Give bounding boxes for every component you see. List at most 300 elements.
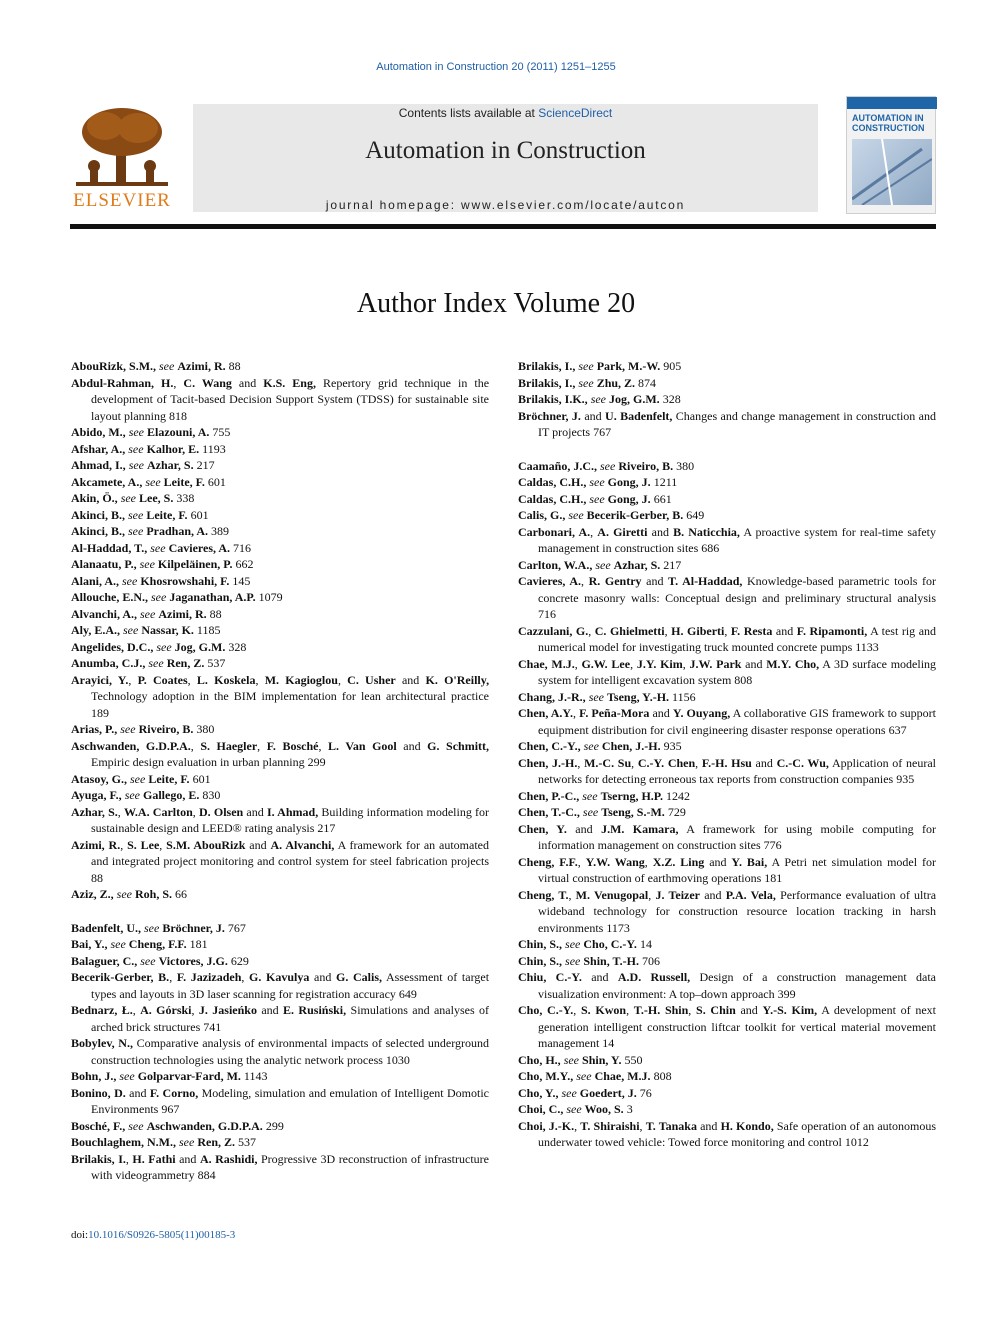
doi-link[interactable]: 10.1016/S0926-5805(11)00185-3	[88, 1229, 236, 1241]
author-name: F. Peña-Mora	[579, 706, 650, 720]
index-entry	[71, 1151, 489, 1184]
see-label: see	[139, 557, 155, 571]
journal-cover	[846, 96, 936, 214]
author-name: F.-H. Hsu	[701, 755, 752, 770]
page-number: 1185	[196, 623, 221, 637]
see-label: see	[128, 524, 144, 538]
index-entry	[518, 738, 936, 755]
author-name: Azimi, R.	[71, 837, 121, 852]
page-number: 661	[653, 491, 672, 506]
author-name: Alvanchi, A.,	[71, 606, 138, 621]
author-name: Y. Ouyang,	[672, 706, 731, 720]
author-separator: ,	[255, 672, 265, 687]
author-name: C.-Y. Chen	[637, 755, 696, 770]
author-name: T. Al-Haddad,	[668, 574, 743, 588]
page-number: 380	[196, 722, 215, 736]
author-separator: and	[700, 887, 726, 902]
see-reference: Golparvar-Fard, M.	[137, 1069, 241, 1083]
see-reference: Becerik-Gerber, B.	[586, 508, 684, 522]
index-entry	[518, 573, 936, 623]
author-name: A. Alvanchi,	[270, 837, 335, 852]
author-name: Brilakis, I.K.,	[518, 392, 588, 406]
see-reference: Ren, Z.	[197, 1135, 235, 1149]
see-label: see	[145, 474, 161, 489]
author-separator: ,	[169, 970, 177, 984]
see-label: see	[128, 1118, 144, 1133]
page-number: 874	[638, 375, 657, 390]
right-column	[518, 358, 936, 1151]
doi-prefix: doi:	[71, 1229, 89, 1241]
article-title: Changes and change management in construction and IT projects 767	[538, 408, 937, 439]
author-name: T. Shiraishi	[580, 1118, 640, 1133]
author-name: H. Kondo,	[720, 1118, 774, 1133]
author-name: Chin, S.,	[518, 937, 563, 951]
author-separator: and	[772, 623, 797, 638]
see-label: see	[123, 623, 139, 637]
index-entry	[518, 557, 936, 574]
author-separator: and	[175, 1151, 200, 1166]
author-separator: ,	[190, 738, 201, 753]
author-separator: ,	[695, 755, 702, 770]
index-entry	[71, 424, 489, 441]
author-name: Calis, G.,	[518, 508, 566, 522]
author-separator: and	[704, 854, 732, 869]
index-entry	[71, 375, 489, 425]
author-separator: and	[641, 574, 669, 588]
cover-image	[852, 139, 932, 205]
author-name: Bouchlaghem, N.M.,	[71, 1135, 176, 1149]
article-title: Empiric design evaluation in urban planning 299	[91, 755, 326, 769]
index-entry	[518, 953, 936, 970]
index-entry	[518, 458, 936, 475]
author-name: Becerik-Gerber, B.	[71, 970, 170, 984]
see-label: see	[568, 508, 584, 522]
article-title: Technology adoption in the BIM implementation for lean architectural practice 189	[91, 689, 489, 720]
journal-banner	[193, 104, 818, 212]
see-reference: Jog, G.M.	[609, 392, 660, 406]
index-entry	[71, 655, 489, 672]
author-name: Cho, M.Y.,	[518, 1069, 574, 1083]
author-separator: ,	[173, 375, 184, 390]
article-title: Building information modeling for sustainable design and LEED® rating analysis 217	[91, 804, 490, 835]
author-separator: ,	[573, 1003, 581, 1017]
page-number: 935	[663, 739, 682, 753]
index-entry	[518, 474, 936, 491]
author-name: Bröchner, J.	[518, 408, 581, 423]
index-entry	[71, 1134, 489, 1151]
author-name: Alanaatu, P.,	[71, 557, 137, 571]
author-name: Aly, E.A.,	[71, 623, 121, 637]
see-label: see	[144, 920, 160, 935]
page-number: 328	[662, 392, 681, 406]
author-separator: and	[580, 408, 606, 423]
author-separator: and	[125, 1085, 150, 1100]
author-separator: and	[256, 1003, 284, 1017]
author-name: G. Schmitt,	[427, 738, 490, 753]
author-separator: ,	[568, 887, 576, 902]
index-entry	[518, 491, 936, 508]
index-entry	[71, 441, 489, 458]
author-separator: and	[395, 672, 426, 687]
author-name: J. Jasieńko	[198, 1003, 257, 1017]
journal-title: Automation in Construction	[365, 137, 646, 164]
author-separator: and	[231, 375, 264, 390]
author-name: Choi, J.-K.	[518, 1118, 575, 1133]
page-number: 88	[228, 359, 241, 373]
cover-title-line2: CONSTRUCTION	[852, 123, 925, 133]
author-name: U. Badenfelt,	[605, 408, 673, 423]
author-name: Cavieres, A.	[518, 574, 582, 588]
author-separator: ,	[573, 706, 580, 720]
index-entry	[71, 358, 489, 375]
see-reference: Azimi, R.	[158, 606, 207, 621]
journal-homepage[interactable]: journal homepage: www.elsevier.com/locate/autcon	[325, 198, 686, 212]
index-entry	[518, 507, 936, 524]
see-label: see	[140, 953, 156, 968]
see-reference: Chen, J.-H.	[601, 739, 661, 753]
index-entry	[518, 1118, 936, 1151]
index-entry	[71, 771, 489, 788]
index-entry	[518, 788, 936, 805]
journal-citation[interactable]: Automation in Construction 20 (2011) 1251–1255	[376, 61, 616, 73]
author-name: Bobylev, N.,	[71, 1036, 133, 1050]
see-label: see	[589, 475, 605, 489]
author-name: Caldas, C.H.,	[518, 475, 587, 489]
index-entry	[71, 622, 489, 639]
page-number: 537	[238, 1135, 256, 1149]
author-separator: and	[309, 970, 336, 984]
index-entry	[71, 1118, 489, 1135]
article-title: A development of next generation intelligent construction liftcar toolkit for vertical material movement management 14	[538, 1003, 936, 1050]
article-title: A test rig and numerical model for investigating truck mounted concrete pumps 1133	[538, 623, 937, 654]
see-label: see	[590, 392, 607, 406]
article-title: Assessment of target types and layouts in 3D laser scanning for registration accuracy 649	[91, 970, 490, 1001]
left-column	[71, 358, 489, 1184]
author-name: R. Gentry	[588, 574, 642, 588]
author-name: F. Ripamonti,	[796, 623, 868, 638]
author-name: Brilakis, I.	[71, 1151, 126, 1166]
see-label: see	[563, 1052, 580, 1067]
author-separator: and	[696, 1118, 721, 1133]
index-entry	[518, 408, 936, 441]
author-name: P.A. Vela,	[725, 887, 776, 902]
page-number: 601	[207, 474, 226, 489]
author-name: S. Lee	[127, 837, 160, 852]
author-name: B. Naticchia,	[673, 524, 740, 539]
author-name: Cho, C.-Y.	[518, 1003, 574, 1017]
author-name: Akcamete, A.,	[71, 474, 143, 489]
see-reference: Azimi, R.	[177, 359, 226, 373]
author-name: Chen, A.Y.	[518, 706, 573, 720]
author-name: Arias, P.,	[71, 722, 118, 736]
index-entry	[518, 358, 936, 375]
author-name: Chiu, C.-Y.	[518, 970, 582, 984]
author-name: H. Fathi	[132, 1151, 176, 1166]
article-title: Modeling, simulation and emulation of Intelligent Domotic Environments 967	[91, 1085, 490, 1116]
author-name: T.-H. Shin	[633, 1003, 689, 1017]
see-reference: Goedert, J.	[579, 1085, 637, 1100]
author-name: Ahmad, I.,	[71, 458, 126, 472]
see-label: see	[588, 689, 605, 704]
article-title: A framework for using mobile computing for information management on construction sites 776	[538, 821, 937, 852]
index-entry	[71, 540, 489, 557]
see-label: see	[128, 441, 144, 456]
see-reference: Gallego, E.	[143, 788, 200, 802]
see-label: see	[130, 771, 146, 786]
index-entry	[518, 755, 936, 788]
see-label: see	[128, 507, 144, 522]
see-label: see	[159, 359, 175, 373]
see-reference: Shin, Y.	[582, 1052, 622, 1067]
author-name: J. Teizer	[655, 887, 701, 902]
index-entry	[518, 524, 936, 557]
author-name: Caamaño, J.C.,	[518, 458, 598, 473]
author-name: C. Usher	[347, 672, 396, 687]
author-separator: ,	[581, 574, 589, 588]
author-name: Y.-S. Kim,	[762, 1003, 818, 1017]
author-separator: and	[581, 970, 618, 984]
page-number: 1143	[243, 1069, 268, 1083]
index-entry	[71, 606, 489, 623]
index-entry	[518, 969, 936, 1002]
article-title: Design of a construction management data visualization environment: A top–down approach 399	[538, 970, 937, 1001]
author-name: Alani, A.,	[71, 573, 120, 588]
author-separator: ,	[257, 738, 267, 753]
see-reference: Khosrowshahi, F.	[140, 573, 230, 588]
index-entry	[71, 490, 489, 507]
see-label: see	[124, 788, 141, 802]
see-label: see	[128, 458, 145, 472]
index-entry	[71, 936, 489, 953]
article-title: Progressive 3D reconstruction of infrastructure with videogrammetry 884	[91, 1151, 489, 1182]
author-separator: ,	[631, 755, 638, 770]
author-name: Bonino, D.	[71, 1085, 126, 1100]
index-entry	[518, 854, 936, 887]
author-separator: ,	[577, 854, 586, 869]
see-label: see	[583, 739, 599, 753]
author-name: M.Y. Cho,	[766, 656, 820, 671]
index-entry	[71, 556, 489, 573]
see-reference: Leite, F.	[148, 771, 190, 786]
author-separator: and	[735, 1003, 763, 1017]
article-title: Application of neural networks for detecting erroneous tax reports from construction companies 935	[538, 755, 936, 786]
page-number: 217	[663, 557, 682, 572]
index-entry	[71, 573, 489, 590]
author-separator: ,	[241, 970, 250, 984]
index-entry	[71, 1068, 489, 1085]
author-name: Chen, C.-Y.,	[518, 739, 581, 753]
page-number: 217	[196, 458, 215, 472]
author-name: Atasoy, G.,	[71, 771, 128, 786]
page-number: 389	[211, 524, 230, 538]
see-reference: Shin, T.-H.	[583, 953, 639, 968]
page-number: 537	[207, 656, 226, 670]
index-entry	[518, 1085, 936, 1102]
author-separator: and	[741, 656, 767, 671]
author-name: Chen, P.-C.,	[518, 788, 580, 803]
author-separator: and	[396, 738, 428, 753]
see-reference: Roh, S.	[134, 887, 172, 901]
author-name: M. Venugopal	[575, 887, 649, 902]
page-number: 88	[209, 606, 222, 621]
see-label: see	[148, 656, 164, 670]
index-entry	[71, 969, 489, 1002]
author-name: S.M. AbouRizk	[166, 837, 246, 852]
author-separator: and	[751, 755, 777, 770]
author-name: Balaguer, C.,	[71, 953, 138, 968]
author-name: Akin, Ö.,	[71, 491, 118, 505]
author-separator: ,	[626, 1003, 634, 1017]
see-label: see	[120, 491, 137, 505]
page-number: 338	[176, 491, 195, 505]
contents-prefix: Contents lists available at	[398, 106, 535, 120]
page-title: Author Index Volume 20	[356, 288, 636, 319]
section-gap	[71, 903, 489, 920]
author-separator: ,	[132, 1003, 141, 1017]
see-reference: Lee, S.	[139, 491, 174, 505]
article-title: Knowledge-based parametric tools for concrete masonry walls: Conceptual design and preliminary structural analysis 716	[538, 574, 937, 621]
author-name: A. Górski	[140, 1003, 192, 1017]
see-label: see	[600, 458, 616, 473]
author-name: S. Chin	[696, 1003, 736, 1017]
author-name: Caldas, C.H.,	[518, 491, 587, 506]
index-entry	[518, 1101, 936, 1118]
see-label: see	[156, 639, 172, 654]
see-reference: Bröchner, J.	[162, 920, 225, 935]
author-name: H. Giberti	[671, 623, 725, 638]
see-reference: Victores, J.G.	[158, 953, 228, 968]
page-number: 716	[233, 540, 252, 555]
index-entry	[71, 474, 489, 491]
see-label: see	[119, 1069, 135, 1083]
index-entry	[71, 1085, 489, 1118]
author-separator: ,	[318, 738, 328, 753]
author-name: K.S. Eng,	[263, 375, 316, 390]
index-entry	[71, 523, 489, 540]
page-number: 145	[232, 573, 251, 588]
author-separator: ,	[187, 672, 197, 687]
author-separator: and	[566, 821, 602, 836]
see-reference: Cavieres, A.	[168, 540, 231, 555]
see-label: see	[589, 491, 605, 506]
author-name: F. Resta	[730, 623, 773, 638]
see-label: see	[582, 805, 599, 819]
author-name: Y. Bai,	[731, 854, 768, 869]
cover-strip	[847, 97, 937, 109]
author-name: Allouche, E.N.,	[71, 590, 149, 604]
index-entry	[518, 1052, 936, 1069]
index-entry	[518, 936, 936, 953]
author-name: Aschwanden, G.D.P.A.	[71, 738, 191, 753]
index-entry	[518, 821, 936, 854]
see-reference: Park, M.-W.	[596, 359, 661, 373]
page-number: 66	[175, 887, 187, 901]
author-name: Akinci, B.,	[71, 507, 126, 522]
author-name: Y.W. Wang	[585, 854, 645, 869]
author-name: K. O'Reilly,	[425, 672, 490, 687]
author-separator: ,	[117, 804, 124, 819]
see-label: see	[122, 573, 138, 588]
author-separator: ,	[648, 887, 656, 902]
article-title: Simulations and analyses of arched brick structures 741	[91, 1003, 489, 1034]
author-name: Bednarz, Ł.	[71, 1003, 133, 1017]
author-name: G. Kavulya	[249, 970, 310, 984]
author-separator: ,	[588, 623, 595, 638]
author-name: Cheng, T.	[518, 887, 569, 902]
author-name: AbouRizk, S.M.,	[71, 359, 157, 373]
index-entry	[518, 391, 936, 408]
author-name: C. Wang	[183, 375, 232, 390]
page-number: 76	[639, 1085, 652, 1100]
index-entry	[518, 375, 936, 392]
see-label: see	[561, 1085, 577, 1100]
see-label: see	[128, 425, 145, 439]
author-name: C.-C. Wu,	[776, 755, 829, 770]
see-label: see	[576, 1069, 592, 1083]
see-label: see	[150, 540, 166, 555]
see-reference: Pradhan, A.	[146, 524, 209, 538]
author-name: M. Kagioglou	[264, 672, 338, 687]
author-name: J.M. Kamara,	[601, 821, 679, 836]
author-separator: and	[245, 837, 271, 852]
author-name: Bohn, J.,	[71, 1069, 117, 1083]
see-label: see	[151, 590, 167, 604]
author-name: F. Jazizadeh	[176, 970, 242, 984]
page-number: 830	[202, 788, 221, 802]
page-number: 729	[667, 805, 686, 819]
see-label: see	[595, 557, 611, 572]
see-label: see	[565, 937, 581, 951]
author-separator: ,	[125, 1151, 133, 1166]
index-entry	[71, 721, 489, 738]
page-number: 1242	[666, 788, 691, 803]
author-name: F. Corno,	[149, 1085, 199, 1100]
see-reference: Leite, F.	[146, 507, 188, 522]
see-reference: Kilpeläinen, P.	[157, 557, 233, 571]
see-label: see	[120, 722, 136, 736]
index-entry	[71, 457, 489, 474]
see-label: see	[582, 788, 598, 803]
see-reference: Aschwanden, G.D.P.A.	[146, 1118, 263, 1133]
index-entry	[518, 1068, 936, 1085]
index-entry	[71, 1035, 489, 1068]
author-name: Chae, M.J.	[518, 656, 575, 671]
author-separator: ,	[630, 656, 637, 671]
page-number: 1211	[653, 475, 678, 489]
see-reference: Azhar, S.	[147, 458, 194, 472]
author-separator: ,	[688, 1003, 697, 1017]
author-separator: ,	[639, 1118, 646, 1133]
page-number: 601	[192, 771, 211, 786]
index-entry	[71, 1002, 489, 1035]
author-name: X.Z. Ling	[652, 854, 705, 869]
page-number: 3	[626, 1102, 633, 1116]
header-rule	[70, 224, 936, 229]
author-name: C. Ghielmetti	[594, 623, 665, 638]
index-entry	[518, 887, 936, 937]
author-separator: ,	[128, 672, 138, 687]
see-reference: Elazouni, A.	[147, 425, 210, 439]
author-name: T. Tanaka	[645, 1118, 697, 1133]
author-separator: ,	[577, 755, 585, 770]
index-entry	[518, 705, 936, 738]
section-gap	[518, 441, 936, 458]
sciencedirect-link[interactable]: ScienceDirect	[538, 106, 613, 120]
index-entry	[71, 953, 489, 970]
author-separator: and	[243, 804, 267, 819]
author-name: Badenfelt, U.,	[71, 920, 141, 935]
author-name: Bosché, F.,	[71, 1118, 126, 1133]
